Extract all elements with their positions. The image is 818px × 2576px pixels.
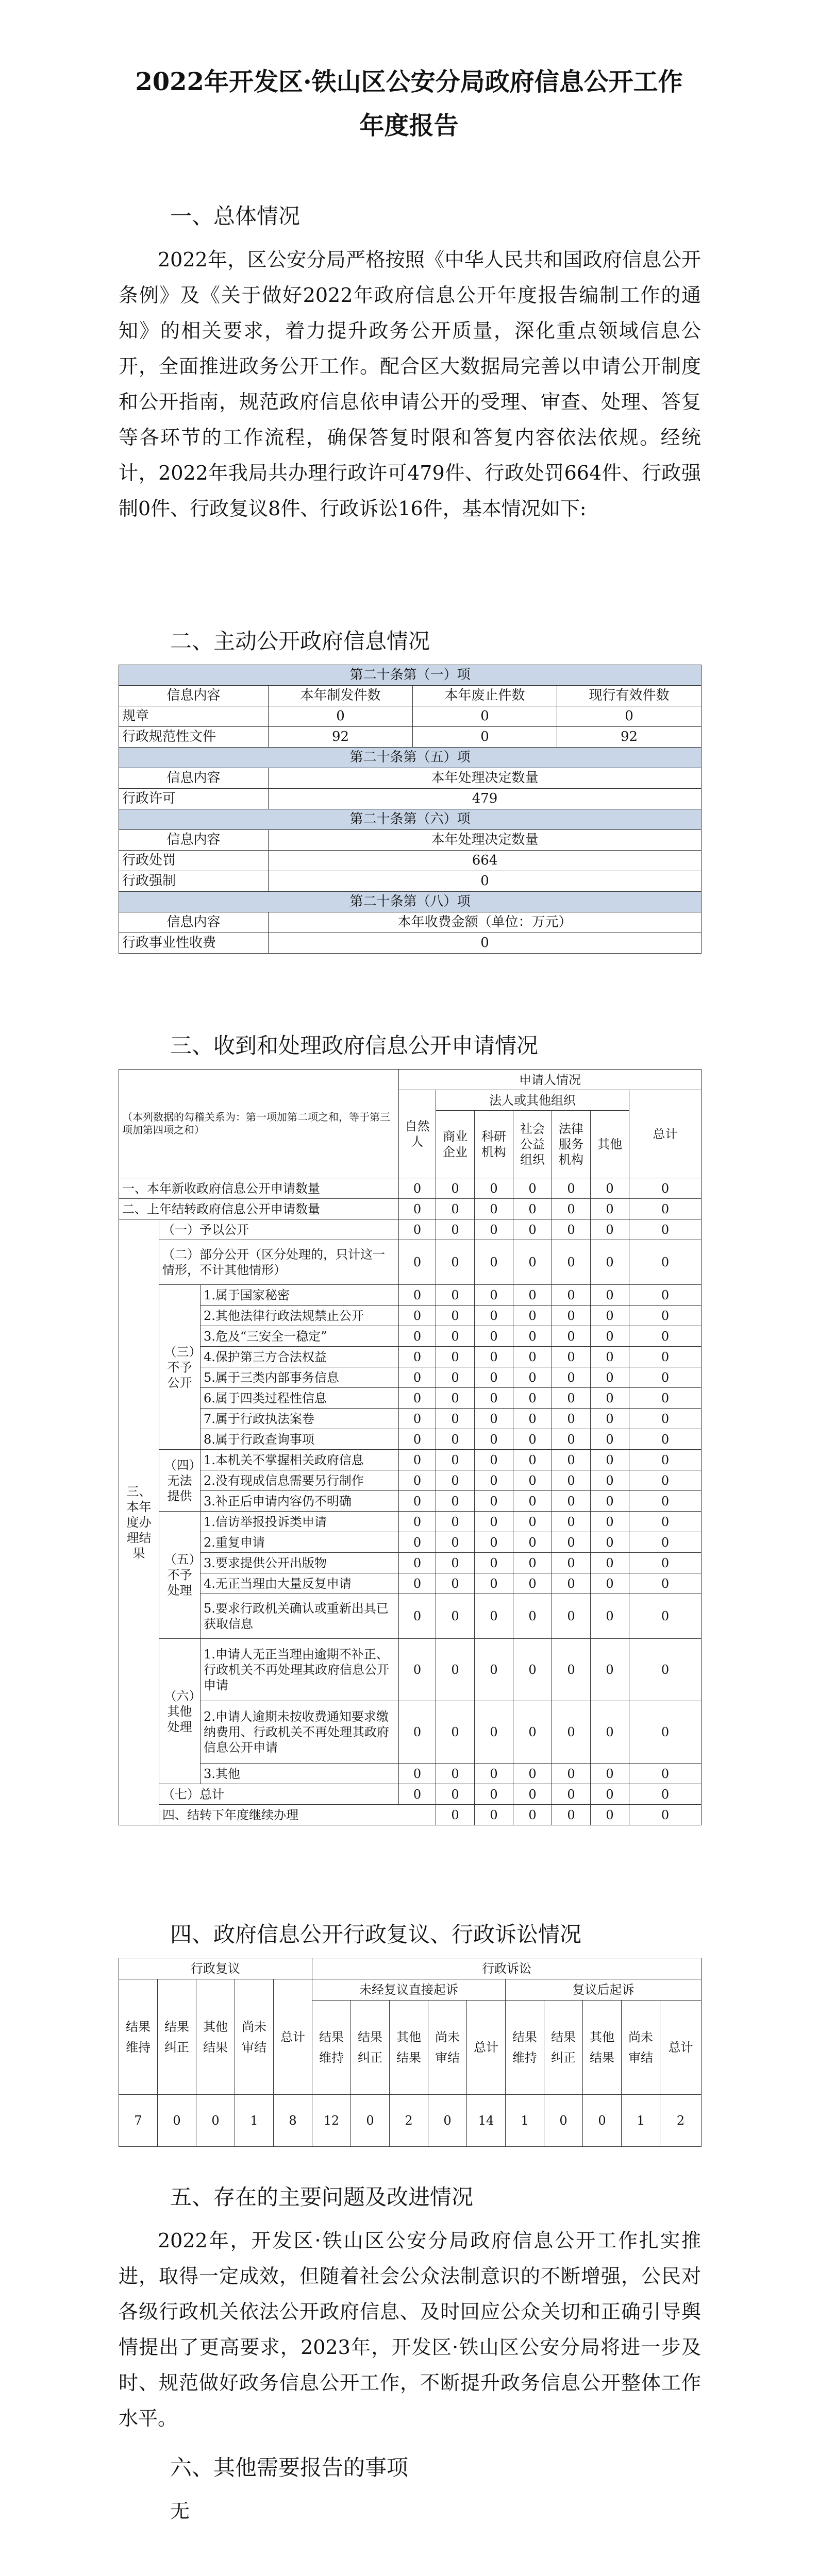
- zero-cell: 0: [591, 1306, 629, 1326]
- not-processed-label: （五）不予处理: [159, 1512, 201, 1639]
- zero-cell: 0: [629, 1367, 702, 1388]
- direct-value: 0: [351, 2095, 390, 2147]
- zero-cell: 0: [552, 1805, 591, 1825]
- section5-paragraph: 2022年，开发区·铁山区公安分局政府信息公开工作扎实推进，取得一定成效，但随着社会公众法制意识的不断增强，公民对各级行政机关依法公开政府信息、及时回应公众关切和正确引导舆情提出了更高要求，2023年，开发区·铁山区公安分局将进一步及时、规范做好政务信息公开工作，不断提升政务信息公开整体工作水平。: [119, 2229, 701, 2430]
- sub-item: 5.要求行政机关确认或重新出具已获取信息: [201, 1594, 399, 1639]
- zero-cell: 0: [629, 1347, 702, 1367]
- cell: 0: [413, 727, 557, 748]
- header-info-content: 信息内容: [119, 768, 269, 789]
- zero-cell: 0: [436, 1594, 475, 1639]
- disclosed-label: （一）予以公开: [159, 1219, 399, 1240]
- zero-cell: 0: [513, 1594, 552, 1639]
- direct-col-other: 其他结果: [390, 2001, 428, 2095]
- zero-cell: 0: [399, 1639, 436, 1701]
- cell: 92: [557, 727, 702, 748]
- zero-cell: 0: [552, 1491, 591, 1512]
- zero-cell: 0: [591, 1367, 629, 1388]
- zero-cell: 0: [629, 1784, 702, 1805]
- sub-item: 3.危及“三安全一稳定”: [201, 1326, 399, 1347]
- zero-cell: 0: [436, 1701, 475, 1764]
- review-header: 行政复议: [119, 1958, 312, 1979]
- zero-cell: 0: [475, 1784, 513, 1805]
- zero-cell: 0: [436, 1347, 475, 1367]
- zero-cell: 0: [399, 1429, 436, 1450]
- sub-item: 4.无正当理由大量反复申请: [201, 1573, 399, 1594]
- other-handling-label: （六）其他处理: [159, 1639, 201, 1784]
- zero-cell: 0: [629, 1409, 702, 1429]
- zero-cell: 0: [552, 1532, 591, 1553]
- consistency-note: （本列数据的勾稽关系为：第一项加第二项之和，等于第三项加第四项之和）: [119, 1070, 399, 1178]
- zero-cell: 0: [475, 1639, 513, 1701]
- result-label: 三、本年度办理结果: [119, 1219, 159, 1825]
- zero-cell: 0: [475, 1367, 513, 1388]
- zero-cell: 0: [552, 1594, 591, 1639]
- direct-col-upheld: 结果维持: [312, 2001, 351, 2095]
- zero-cell: 0: [629, 1512, 702, 1532]
- zero-cell: 0: [399, 1594, 436, 1639]
- not-disclosed-label: （三）不予公开: [159, 1285, 201, 1450]
- direct-col-corrected: 结果纠正: [351, 2001, 390, 2095]
- zero-cell: 0: [591, 1285, 629, 1306]
- result-total-label: （七）总计: [159, 1784, 399, 1805]
- review-value: 8: [274, 2095, 312, 2147]
- review-col-corrected: 结果纠正: [158, 1979, 196, 2095]
- zero-cell: 0: [436, 1388, 475, 1409]
- zero-cell: 0: [475, 1326, 513, 1347]
- zero-cell: 0: [513, 1409, 552, 1429]
- zero-cell: 0: [475, 1219, 513, 1240]
- zero-cell: 0: [591, 1240, 629, 1285]
- row-carry-label: 二、上年结转政府信息公开申请数量: [119, 1199, 399, 1219]
- row-new-label: 一、本年新收政府信息公开申请数量: [119, 1178, 399, 1199]
- zero-cell: 0: [552, 1553, 591, 1573]
- zero-cell: 0: [629, 1285, 702, 1306]
- zero-cell: 0: [475, 1199, 513, 1219]
- zero-cell: 0: [475, 1306, 513, 1326]
- section1-heading: 一、总体情况: [170, 204, 301, 229]
- header-decisions: 本年处理决定数量: [269, 768, 702, 789]
- zero-cell: 0: [629, 1532, 702, 1553]
- zero-cell: 0: [436, 1178, 475, 1199]
- zero-cell: 0: [552, 1347, 591, 1367]
- section6-paragraph: 无: [170, 2500, 190, 2522]
- zero-cell: 0: [399, 1450, 436, 1470]
- zero-cell: 0: [513, 1784, 552, 1805]
- zero-cell: 0: [552, 1240, 591, 1285]
- zero-cell: 0: [591, 1532, 629, 1553]
- zero-cell: 0: [475, 1388, 513, 1409]
- zero-cell: 0: [552, 1409, 591, 1429]
- zero-cell: 0: [475, 1512, 513, 1532]
- zero-cell: 0: [552, 1512, 591, 1532]
- zero-cell: 0: [475, 1470, 513, 1491]
- review-col-total: 总计: [274, 1979, 312, 2095]
- zero-cell: 0: [513, 1532, 552, 1553]
- zero-cell: 0: [399, 1306, 436, 1326]
- zero-cell: 0: [475, 1178, 513, 1199]
- zero-cell: 0: [436, 1491, 475, 1512]
- zero-cell: 0: [629, 1594, 702, 1639]
- after-col-pending: 尚未审结: [622, 2001, 660, 2095]
- zero-cell: 0: [475, 1347, 513, 1367]
- zero-cell: 0: [513, 1219, 552, 1240]
- zero-cell: 0: [399, 1347, 436, 1367]
- after-value: 0: [583, 2095, 622, 2147]
- band-article-20-6: 第二十条第（六）项: [119, 809, 702, 830]
- zero-cell: 0: [436, 1573, 475, 1594]
- row-label: 行政规范性文件: [119, 727, 269, 748]
- sub-item: 2.没有现成信息需要另行制作: [201, 1470, 399, 1491]
- section5-heading: 五、存在的主要问题及改进情况: [170, 2184, 474, 2210]
- zero-cell: 0: [591, 1553, 629, 1573]
- direct-value: 0: [428, 2095, 467, 2147]
- zero-cell: 0: [436, 1764, 475, 1784]
- zero-cell: 0: [591, 1326, 629, 1347]
- zero-cell: 0: [513, 1450, 552, 1470]
- zero-cell: 0: [629, 1450, 702, 1470]
- zero-cell: 0: [513, 1367, 552, 1388]
- zero-cell: 0: [629, 1805, 702, 1825]
- zero-cell: 0: [591, 1470, 629, 1491]
- zero-cell: 0: [591, 1701, 629, 1764]
- after-col-upheld: 结果维持: [506, 2001, 544, 2095]
- sub-item: 1.本机关不掌握相关政府信息: [201, 1450, 399, 1470]
- other-header: 其他: [591, 1111, 629, 1178]
- zero-cell: 0: [399, 1199, 436, 1219]
- zero-cell: 0: [552, 1285, 591, 1306]
- zero-cell: 0: [436, 1326, 475, 1347]
- zero-cell: 0: [552, 1450, 591, 1470]
- row-next-label: 四、结转下年度继续办理: [159, 1805, 436, 1825]
- zero-cell: 0: [552, 1470, 591, 1491]
- after-col-total: 总计: [660, 2001, 702, 2095]
- zero-cell: 0: [399, 1326, 436, 1347]
- zero-cell: 0: [552, 1199, 591, 1219]
- review-col-pending: 尚未审结: [235, 1979, 274, 2095]
- after-value: 2: [660, 2095, 702, 2147]
- commercial-header: 商业企业: [436, 1111, 475, 1178]
- section2-heading: 二、主动公开政府信息情况: [170, 629, 430, 654]
- direct-value: 14: [467, 2095, 506, 2147]
- section6-heading: 六、其他需要报告的事项: [170, 2455, 409, 2480]
- research-header: 科研机构: [475, 1111, 513, 1178]
- zero-cell: 0: [475, 1764, 513, 1784]
- direct-value: 12: [312, 2095, 351, 2147]
- zero-cell: 0: [436, 1285, 475, 1306]
- zero-cell: 0: [591, 1429, 629, 1450]
- legal-service-header: 法律服务机构: [552, 1111, 591, 1178]
- sub-item: 6.属于四类过程性信息: [201, 1388, 399, 1409]
- after-col-other: 其他结果: [583, 2001, 622, 2095]
- row-label: 行政强制: [119, 871, 269, 892]
- zero-cell: 0: [591, 1639, 629, 1701]
- zero-cell: 0: [552, 1306, 591, 1326]
- zero-cell: 0: [399, 1285, 436, 1306]
- zero-cell: 0: [513, 1306, 552, 1326]
- sub-item: 4.保护第三方合法权益: [201, 1347, 399, 1367]
- zero-cell: 0: [629, 1764, 702, 1784]
- review-value: 0: [196, 2095, 235, 2147]
- zero-cell: 0: [436, 1367, 475, 1388]
- zero-cell: 0: [436, 1639, 475, 1701]
- zero-cell: 0: [629, 1240, 702, 1285]
- zero-cell: 0: [475, 1805, 513, 1825]
- zero-cell: 0: [591, 1805, 629, 1825]
- zero-cell: 0: [475, 1491, 513, 1512]
- total-header: 总计: [629, 1090, 702, 1178]
- header-valid: 现行有效件数: [557, 686, 702, 706]
- review-value: 0: [158, 2095, 196, 2147]
- header-info-content: 信息内容: [119, 686, 269, 706]
- zero-cell: 0: [552, 1429, 591, 1450]
- zero-cell: 0: [475, 1573, 513, 1594]
- zero-cell: 0: [591, 1573, 629, 1594]
- zero-cell: 0: [399, 1784, 436, 1805]
- zero-cell: 0: [552, 1388, 591, 1409]
- zero-cell: 0: [399, 1512, 436, 1532]
- zero-cell: 0: [629, 1553, 702, 1573]
- direct-value: 2: [390, 2095, 428, 2147]
- zero-cell: 0: [591, 1491, 629, 1512]
- zero-cell: 0: [399, 1178, 436, 1199]
- zero-cell: 0: [399, 1409, 436, 1429]
- row-label: 行政处罚: [119, 851, 269, 871]
- sub-item: 3.要求提供公开出版物: [201, 1553, 399, 1573]
- zero-cell: 0: [591, 1594, 629, 1639]
- zero-cell: 0: [552, 1701, 591, 1764]
- zero-cell: 0: [436, 1409, 475, 1429]
- application-handling-table: [119, 1069, 702, 1825]
- sub-item: 3.其他: [201, 1764, 399, 1784]
- zero-cell: 0: [629, 1491, 702, 1512]
- zero-cell: 0: [513, 1491, 552, 1512]
- cell: 664: [269, 851, 702, 871]
- zero-cell: 0: [399, 1388, 436, 1409]
- zero-cell: 0: [513, 1805, 552, 1825]
- cell: 92: [269, 727, 413, 748]
- zero-cell: 0: [513, 1285, 552, 1306]
- zero-cell: 0: [436, 1429, 475, 1450]
- zero-cell: 0: [513, 1240, 552, 1285]
- band-article-20-5: 第二十条第（五）项: [119, 748, 702, 768]
- zero-cell: 0: [629, 1219, 702, 1240]
- zero-cell: 0: [591, 1512, 629, 1532]
- zero-cell: 0: [436, 1532, 475, 1553]
- zero-cell: 0: [629, 1470, 702, 1491]
- header-fee-amount: 本年收费金额（单位：万元）: [269, 912, 702, 933]
- after-col-corrected: 结果纠正: [544, 2001, 583, 2095]
- active-disclosure-table: [119, 665, 702, 954]
- zero-cell: 0: [552, 1367, 591, 1388]
- review-col-upheld: 结果维持: [119, 1979, 158, 2095]
- zero-cell: 0: [552, 1326, 591, 1347]
- zero-cell: 0: [399, 1240, 436, 1285]
- sub-item: 2.申请人逾期未按收费通知要求缴纳费用、行政机关不再处理其政府信息公开申请: [201, 1701, 399, 1764]
- band-article-20-1: 第二十条第（一）项: [119, 665, 702, 686]
- direct-col-pending: 尚未审结: [428, 2001, 467, 2095]
- zero-cell: 0: [629, 1388, 702, 1409]
- zero-cell: 0: [399, 1532, 436, 1553]
- cell: 479: [269, 789, 702, 809]
- zero-cell: 0: [513, 1470, 552, 1491]
- zero-cell: 0: [513, 1178, 552, 1199]
- zero-cell: 0: [513, 1553, 552, 1573]
- zero-cell: 0: [513, 1573, 552, 1594]
- zero-cell: 0: [399, 1764, 436, 1784]
- direct-suit-header: 未经复议直接起诉: [312, 1979, 506, 2001]
- review-value: 1: [235, 2095, 274, 2147]
- unable-label: （四）无法提供: [159, 1450, 201, 1512]
- zero-cell: 0: [591, 1178, 629, 1199]
- direct-col-total: 总计: [467, 2001, 506, 2095]
- review-col-other: 其他结果: [196, 1979, 235, 2095]
- zero-cell: 0: [591, 1347, 629, 1367]
- zero-cell: 0: [399, 1470, 436, 1491]
- zero-cell: 0: [513, 1701, 552, 1764]
- zero-cell: 0: [475, 1553, 513, 1573]
- header-issued: 本年制发件数: [269, 686, 413, 706]
- litigation-header: 行政诉讼: [312, 1958, 702, 1979]
- zero-cell: 0: [552, 1784, 591, 1805]
- zero-cell: 0: [513, 1199, 552, 1219]
- zero-cell: 0: [399, 1367, 436, 1388]
- sub-item: 1.申请人无正当理由逾期不补正、行政机关不再处理其政府信息公开申请: [201, 1639, 399, 1701]
- zero-cell: 0: [475, 1532, 513, 1553]
- zero-cell: 0: [436, 1240, 475, 1285]
- sub-item: 1.属于国家秘密: [201, 1285, 399, 1306]
- sub-item: 2.其他法律行政法规禁止公开: [201, 1306, 399, 1326]
- zero-cell: 0: [513, 1764, 552, 1784]
- zero-cell: 0: [436, 1512, 475, 1532]
- zero-cell: 0: [436, 1306, 475, 1326]
- partial-label: （二）部分公开（区分处理的，只计这一情形，不计其他情形）: [159, 1240, 399, 1285]
- review-value: 7: [119, 2095, 158, 2147]
- zero-cell: 0: [436, 1219, 475, 1240]
- zero-cell: 0: [399, 1701, 436, 1764]
- zero-cell: 0: [475, 1594, 513, 1639]
- zero-cell: 0: [399, 1553, 436, 1573]
- section3-heading: 三、收到和处理政府信息公开申请情况: [170, 1033, 539, 1058]
- zero-cell: 0: [591, 1388, 629, 1409]
- after-value: 0: [544, 2095, 583, 2147]
- zero-cell: 0: [629, 1639, 702, 1701]
- zero-cell: 0: [552, 1639, 591, 1701]
- cell: 0: [269, 933, 702, 954]
- review-litigation-table: [119, 1958, 702, 2147]
- sub-item: 2.重复申请: [201, 1532, 399, 1553]
- after-value: 1: [622, 2095, 660, 2147]
- zero-cell: 0: [475, 1409, 513, 1429]
- zero-cell: 0: [513, 1388, 552, 1409]
- sub-item: 1.信访举报投诉类申请: [201, 1512, 399, 1532]
- cell: 0: [557, 706, 702, 727]
- band-article-20-8: 第二十条第（八）项: [119, 892, 702, 912]
- sub-item: 3.补正后申请内容仍不明确: [201, 1491, 399, 1512]
- zero-cell: 0: [552, 1219, 591, 1240]
- zero-cell: 0: [629, 1701, 702, 1764]
- zero-cell: 0: [552, 1764, 591, 1784]
- header-info-content: 信息内容: [119, 912, 269, 933]
- zero-cell: 0: [436, 1199, 475, 1219]
- zero-cell: 0: [436, 1784, 475, 1805]
- report-title-line2: 年度报告: [359, 111, 459, 140]
- zero-cell: 0: [436, 1450, 475, 1470]
- zero-cell: 0: [475, 1285, 513, 1306]
- section1-paragraph: 2022年，区公安分局严格按照《中华人民共和国政府信息公开条例》及《关于做好2022年政府信息公开年度报告编制工作的通知》的相关要求，着力提升政务公开质量，深化重点领域信息公开，全面推进政务公开工作。配合区大数据局完善以申请公开制度和公开指南，规范政府信息依申请公开的受理、审查、处理、答复等各环节的工作流程，确保答复时限和答复内容依法依规。经统计，2022年我局共办理行政许可479件、行政处罚664件、行政强制0件、行政复议8件、行政诉讼16件，基本情况如下:: [119, 248, 701, 520]
- zero-cell: 0: [591, 1784, 629, 1805]
- zero-cell: 0: [629, 1326, 702, 1347]
- sub-item: 5.属于三类内部事务信息: [201, 1367, 399, 1388]
- row-label: 行政事业性收费: [119, 933, 269, 954]
- section4-heading: 四、政府信息公开行政复议、行政诉讼情况: [170, 1922, 582, 1947]
- public-welfare-header: 社会公益组织: [513, 1111, 552, 1178]
- zero-cell: 0: [591, 1199, 629, 1219]
- zero-cell: 0: [591, 1764, 629, 1784]
- zero-cell: 0: [629, 1178, 702, 1199]
- zero-cell: 0: [436, 1553, 475, 1573]
- zero-cell: 0: [399, 1491, 436, 1512]
- zero-cell: 0: [629, 1306, 702, 1326]
- zero-cell: 0: [591, 1450, 629, 1470]
- zero-cell: 0: [629, 1429, 702, 1450]
- zero-cell: 0: [629, 1199, 702, 1219]
- zero-cell: 0: [475, 1701, 513, 1764]
- natural-person-header: 自然人: [399, 1090, 436, 1178]
- zero-cell: 0: [399, 1219, 436, 1240]
- zero-cell: 0: [436, 1805, 475, 1825]
- row-label: 规章: [119, 706, 269, 727]
- zero-cell: 0: [513, 1639, 552, 1701]
- zero-cell: 0: [475, 1240, 513, 1285]
- header-decisions: 本年处理决定数量: [269, 830, 702, 851]
- row-label: 行政许可: [119, 789, 269, 809]
- zero-cell: 0: [475, 1429, 513, 1450]
- after-review-header: 复议后起诉: [506, 1979, 702, 2001]
- header-info-content: 信息内容: [119, 830, 269, 851]
- zero-cell: 0: [399, 1573, 436, 1594]
- zero-cell: 0: [629, 1573, 702, 1594]
- zero-cell: 0: [552, 1573, 591, 1594]
- zero-cell: 0: [513, 1347, 552, 1367]
- after-value: 1: [506, 2095, 544, 2147]
- zero-cell: 0: [475, 1450, 513, 1470]
- zero-cell: 0: [513, 1512, 552, 1532]
- zero-cell: 0: [552, 1178, 591, 1199]
- report-title-line1: 2022年开发区·铁山区公安分局政府信息公开工作: [135, 67, 683, 96]
- applicant-header: 申请人情况: [399, 1070, 702, 1090]
- cell: 0: [413, 706, 557, 727]
- sub-item: 8.属于行政查询事项: [201, 1429, 399, 1450]
- sub-item: 7.属于行政执法案卷: [201, 1409, 399, 1429]
- cell: 0: [269, 871, 702, 892]
- legal-group-header: 法人或其他组织: [436, 1090, 629, 1111]
- header-abolished: 本年废止件数: [413, 686, 557, 706]
- zero-cell: 0: [513, 1429, 552, 1450]
- zero-cell: 0: [513, 1326, 552, 1347]
- cell: 0: [269, 706, 413, 727]
- zero-cell: 0: [591, 1219, 629, 1240]
- zero-cell: 0: [591, 1409, 629, 1429]
- zero-cell: 0: [436, 1470, 475, 1491]
